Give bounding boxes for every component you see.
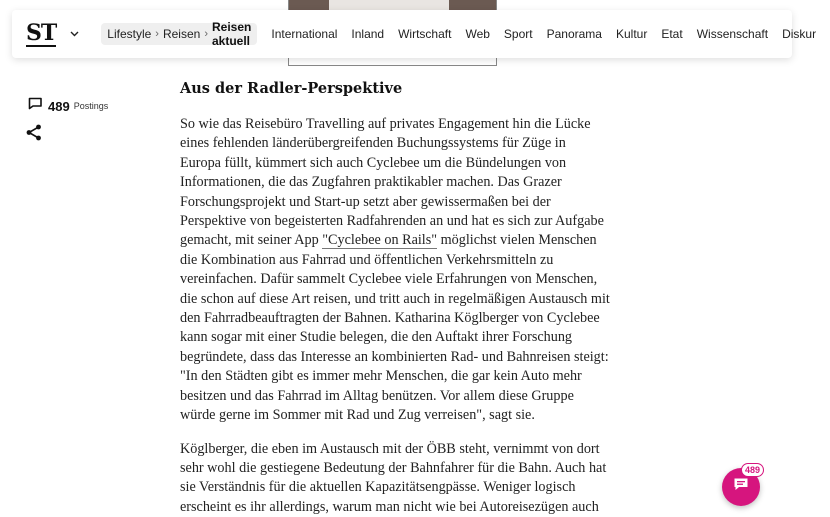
comments-count-badge: 489 <box>741 463 764 477</box>
article-paragraph <box>180 115 610 426</box>
site-header <box>12 10 792 58</box>
nav-item-kultur[interactable]: Kultur <box>616 27 647 41</box>
paragraph-text: möglichst vielen Menschen die Kombination aus Fahrrad und öffentlichen Verkehrsmitteln zu vereinfachen. Dafür sammelt Cyclebee viele Erfahrungen von Menschen, die schon auf diese Art reisen, und tritt auch in regelmäßigen Austausch mit den Fahrradbeauftragten der Bahnen. Katharina Köglberger von Cyclebee kann sogar mit einer Studie belegen, die den Auftakt ihrer Forschung begründete, dass das Interesse an kombinierten Rad- und Bahnreisen steigt: "In den Städten gibt es immer mehr Menschen, die gar kein Auto mehr besitzen und das Fahrrad im Alltag benützen. Vor allem diese Gruppe würde gerne im Sommer mit Rad und Zug verreisen", sagt sie. <box>180 232 610 423</box>
comment-icon <box>28 97 43 115</box>
paragraph-text: So wie das Reisebüro Travelling auf privates Engagement hin die Lücke eines fehlenden länderübergreifenden Buchungssystems für Züge in Europa füllt, kümmert sich auch Cyclebee um die Bündelungen von Informationen, die das Zugfahren praktikabler machen. Das Grazer Forschungsprojekt und Start-up setzt aber gewissermaßen bei der Perspektive von begeisterten Radfahrenden an und hat es sich zur Aufgabe gemacht, mit seiner App <box>180 116 604 248</box>
nav-item-wirtschaft[interactable]: Wirtschaft <box>398 27 451 41</box>
nav-item-inland[interactable]: Inland <box>351 27 384 41</box>
nav-item-web[interactable]: Web <box>465 27 489 41</box>
article-body <box>180 80 610 517</box>
breadcrumb-item[interactable]: Reisen <box>163 27 200 41</box>
share-icon[interactable] <box>26 124 42 146</box>
postings-label: Postings <box>74 101 109 111</box>
postings-link[interactable] <box>28 97 108 115</box>
nav-item-panorama[interactable]: Panorama <box>547 27 602 41</box>
breadcrumb <box>101 23 257 45</box>
nav-item-wissenschaft[interactable]: Wissenschaft <box>697 27 768 41</box>
section-heading: Aus der Radler-Perspektive <box>180 80 610 97</box>
chevron-down-icon[interactable] <box>70 29 79 39</box>
site-logo[interactable]: ST <box>26 22 56 47</box>
nav-item-sport[interactable]: Sport <box>504 27 533 41</box>
breadcrumb-item[interactable]: Lifestyle <box>107 27 151 41</box>
nav-item-etat[interactable]: Etat <box>661 27 682 41</box>
app-link[interactable]: "Cyclebee on Rails" <box>322 232 437 249</box>
article-paragraph: Köglberger, die eben im Austausch mit der ÖBB steht, vernimmt von dort sehr wohl die gestiegene Bedeutung der Bahnfahrer für die Bahn. Auch hat sie Verständnis für die aktuellen Kapazitätsengpässe. Weniger logisch erscheint es ihr allerdings, warum man nicht wie bei Autoreisezügen auch <box>180 440 610 517</box>
main-nav <box>271 27 830 41</box>
postings-count: 489 <box>48 99 70 114</box>
breadcrumb-separator-icon: › <box>204 28 208 40</box>
breadcrumb-current[interactable]: Reisen aktuell <box>212 20 251 48</box>
chat-icon <box>733 477 749 497</box>
nav-item-diskurs[interactable]: Diskur <box>782 27 816 41</box>
breadcrumb-separator-icon: › <box>155 28 159 40</box>
nav-item-international[interactable]: International <box>271 27 337 41</box>
